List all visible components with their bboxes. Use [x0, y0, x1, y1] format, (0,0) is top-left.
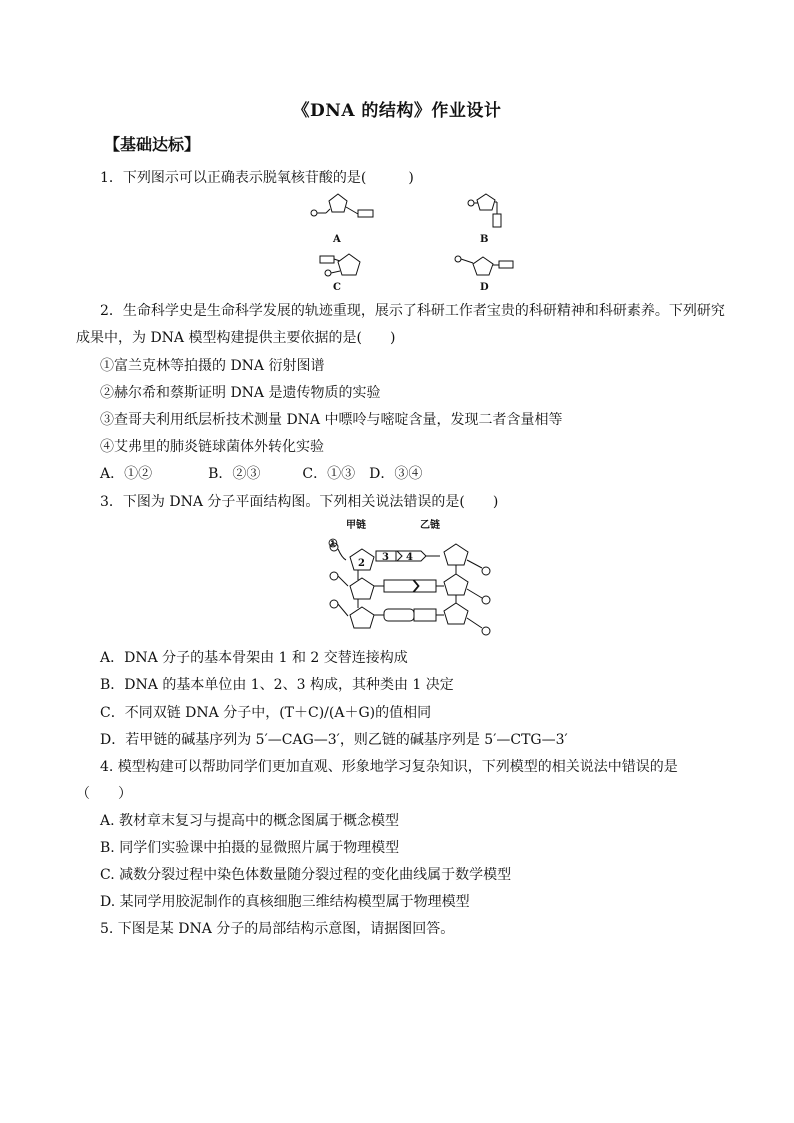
- sugar-right-2: [444, 574, 468, 595]
- q2-stem-line1: 2．生命科学史是生命科学发展的轨迹重现，展示了科研工作者宝贵的科研精神和科研素养。下列研究: [100, 303, 725, 319]
- q4-option-b: B. 同学们实验课中拍摄的显微照片属于物理模型: [100, 840, 400, 856]
- q4-option-c: C. 减数分裂过程中染色体数量随分裂过程的变化曲线属于数学模型: [100, 867, 512, 883]
- base-pair-2-left: [384, 580, 418, 592]
- page-title: 《DNA 的结构》作业设计: [292, 101, 502, 121]
- q3-option-a: A．DNA 分子的基本骨架由 1 和 2 交替连接构成: [100, 650, 408, 666]
- q4-option-a: A. 教材章末复习与提高中的概念图属于概念模型: [100, 813, 400, 829]
- q3-dna-diagram: [326, 516, 496, 641]
- q3-option-b: B．DNA 的基本单位由 1、2、3 构成，其种类由 1 决定: [100, 677, 454, 693]
- phosphate-left-2: [330, 572, 338, 580]
- q1-option-a-diagram: [311, 194, 373, 245]
- phosphate-right-3: [482, 627, 490, 635]
- q2-item-1: ①富兰克林等拍摄的 DNA 衍射图谱: [100, 358, 325, 374]
- q3-option-d: D．若甲链的碱基序列为 5′—CAG—3′，则乙链的碱基序列是 5′—CTG—3′: [100, 732, 568, 748]
- label-2: 2: [358, 558, 365, 569]
- phosphate-right-1: [482, 567, 490, 575]
- q1-stem: 1．下列图示可以正确表示脱氧核苷酸的是( ): [100, 170, 414, 186]
- q1-option-d-diagram: [455, 256, 513, 293]
- q5-stem: 5. 下图是某 DNA 分子的局部结构示意图，请据图回答。: [100, 921, 455, 937]
- q2-item-3: ③查哥夫利用纸层析技术测量 DNA 中嘌呤与嘧啶含量，发现二者含量相等: [100, 412, 563, 428]
- q4-option-d: D. 某同学用胶泥制作的真核细胞三维结构模型属于物理模型: [100, 894, 470, 910]
- q4-stem-line2: （ ）: [76, 786, 132, 802]
- q1-label-c: C: [333, 282, 341, 293]
- q1-option-c-diagram: [320, 254, 360, 293]
- q2-item-4: ④艾弗里的肺炎链球菌体外转化实验: [100, 439, 324, 455]
- q1-label-a: A: [333, 234, 341, 245]
- q1-figure: [300, 192, 560, 292]
- sugar-left-2: [350, 578, 374, 599]
- sugar-right-3: [444, 603, 468, 624]
- q3-stem: 3．下图为 DNA 分子平面结构图。下列相关说法错误的是( ): [100, 494, 499, 510]
- base-pair-3-left: [384, 609, 414, 621]
- sugar-left-3: [350, 607, 374, 628]
- q2-stem-line2: 成果中，为 DNA 模型构建提供主要依据的是( ): [76, 330, 396, 346]
- phosphate-left-3: [330, 600, 338, 608]
- section-heading: 【基础达标】: [104, 135, 201, 154]
- q1-option-b-diagram: [468, 194, 501, 245]
- label-1: ①: [328, 537, 338, 550]
- q2-options: A．①② B．②③ C．①③ D．③④: [100, 466, 423, 482]
- label-4: 4: [406, 552, 413, 563]
- q1-label-b: B: [480, 234, 489, 245]
- chain-b-label: 乙链: [420, 520, 440, 531]
- q3-option-c: C．不同双链 DNA 分子中，(T＋C)/(A＋G)的值相同: [100, 705, 432, 721]
- sugar-right-1: [444, 544, 468, 565]
- q1-label-d: D: [480, 282, 489, 293]
- label-3: 3: [382, 552, 389, 563]
- base-pair-3-right: [414, 609, 436, 621]
- phosphate-right-2: [482, 596, 490, 604]
- chain-a-label: 甲链: [346, 520, 366, 531]
- q4-stem-line1: 4. 模型构建可以帮助同学们更加直观、形象地学习复杂知识，下列模型的相关说法中错误的是: [100, 759, 678, 775]
- q2-item-2: ②赫尔希和蔡斯证明 DNA 是遗传物质的实验: [100, 385, 381, 401]
